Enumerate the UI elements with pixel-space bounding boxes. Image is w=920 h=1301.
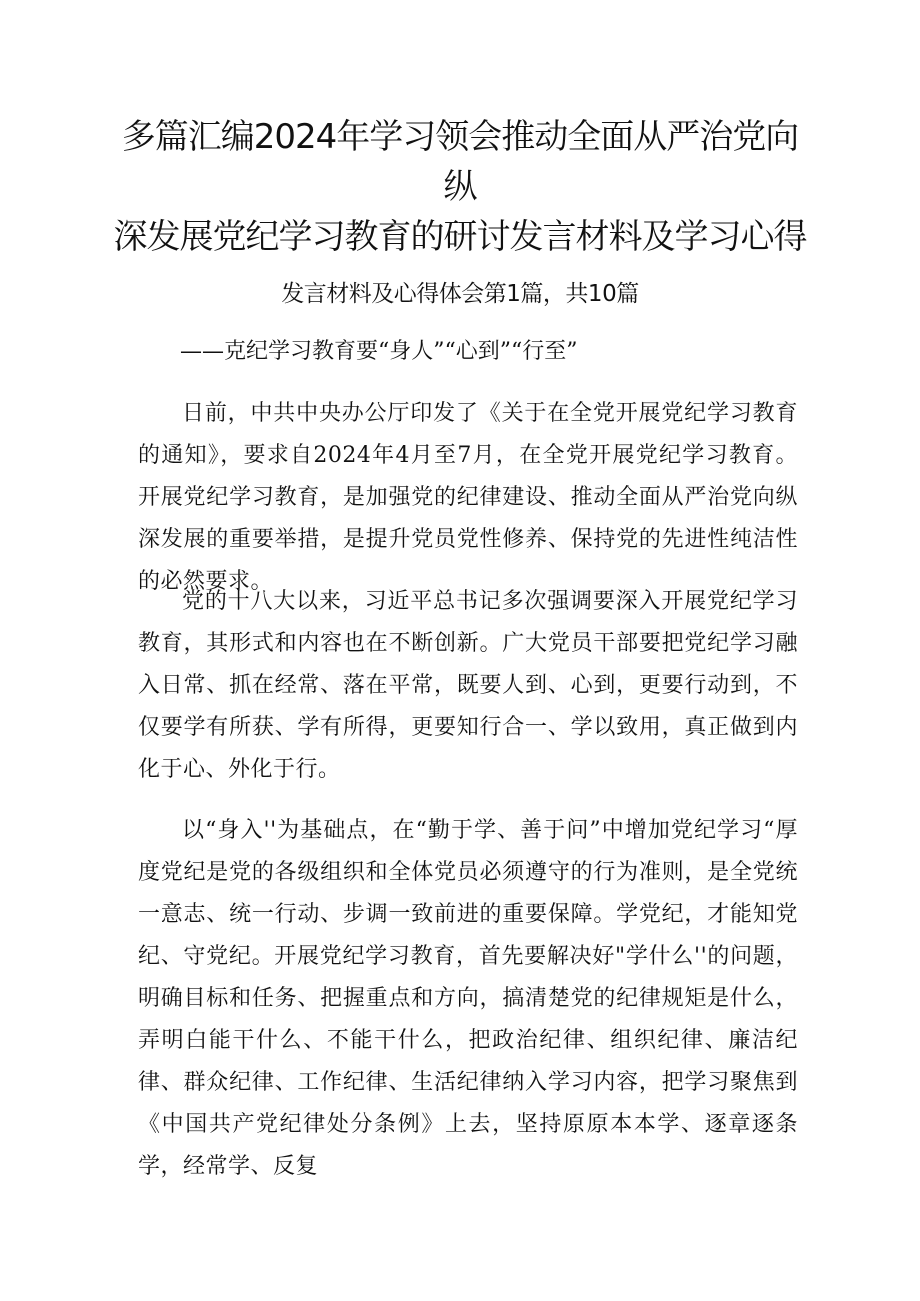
paragraph: 党的十八大以来，习近平总书记多次强调要深入开展党纪学习教育，其形式和内容也在不断创新。广大党员干部要把党纪学习融入日常、抓在经常、落在平常，既要人到、心到，更要行动到，不仅要学有所获、学有所得，更要知行合一、学以致用，真正做到内化于心、外化于行。 — [138, 589, 798, 782]
paragraph: 日前，中共中央办公厅印发了《关于在全党开展党纪学习教育的通知》，要求自2024年4月至7月，在全党开展党纪学习教育。开展党纪学习教育，是加强党的纪律建设、推动全面从严治党向纵深发展的重要举措，是提升党员党性修养、保持党的先进性纯洁性的必然要求。 — [138, 401, 798, 594]
document-title — [110, 112, 810, 262]
title-line-2: 深发展党纪学习教育的研讨发言材料及学习心得 — [113, 217, 807, 257]
title-line-1: 多篇汇编2024年学习领会推动全面从严治党向纵 — [121, 117, 799, 207]
article-tagline: ——克纪学习教育要“身人”“心到”“行至” — [180, 339, 578, 364]
paragraph: 以“身入''为基础点，在“勤于学、善于问”中增加党纪学习“厚度党纪是党的各级组织和全体党员必须遵守的行为准则，是全党统一意志、统一行动、步调一致前进的重要保障。学党纪，才能知党纪、守党纪。开展党纪学习教育，首先要解决好"学什么''的问题，明确目标和任务、把握重点和方向，搞清楚党的纪律规矩是什么，弄明白能干什么、不能干什么，把政治纪律、组织纪律、廉洁纪律、群众纪律、工作纪律、生活纪律纳入学习内容，把学习聚焦到《中国共产党纪律处分条例》上去，坚持原原本本学、逐章逐条学，经常学、反复 — [138, 818, 798, 1179]
article-subheading: 发言材料及心得体会第1篇，共10篇 — [281, 281, 639, 307]
